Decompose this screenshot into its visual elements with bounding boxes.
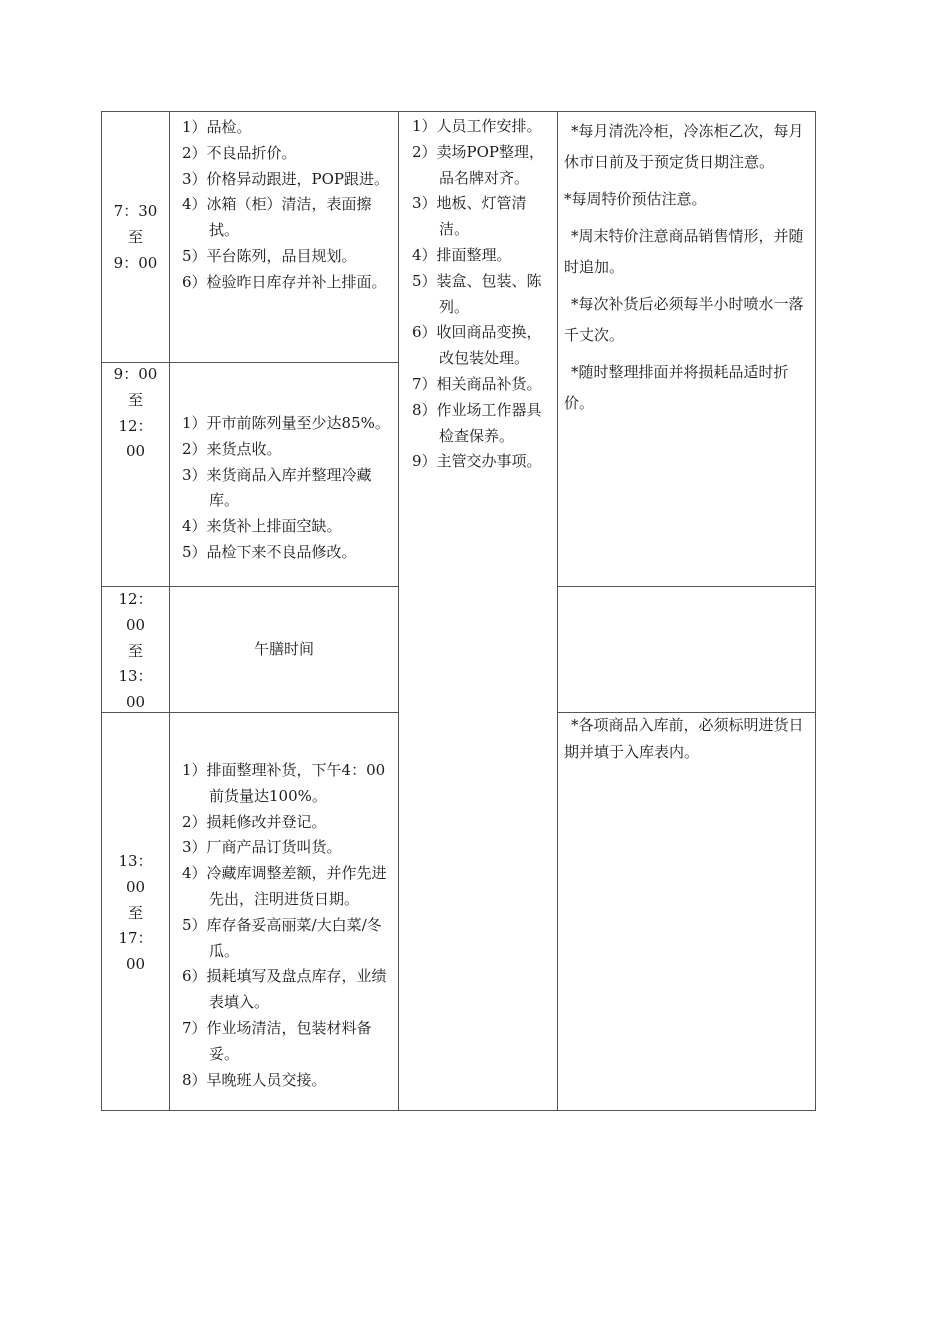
- time-line: 至: [127, 227, 143, 246]
- task-item: 1）排面整理补货，下午4：00前货量达100%。: [182, 761, 386, 805]
- time-line: 00: [125, 955, 146, 974]
- task-item: 2）卖场POP整理，品名牌对齐。: [412, 142, 545, 187]
- task-item: 3）来货商品入库并整理冷藏库。: [182, 465, 372, 510]
- row-divider-2-notes: [557, 586, 816, 587]
- note-item: *周末特价注意商品销售情形，并随时追加。: [564, 227, 804, 276]
- time-slot-3: [102, 587, 169, 716]
- task-item: 4）冷藏库调整差额，并作先进先出，注明进货日期。: [182, 864, 387, 908]
- note-item: *每周特价预估注意。: [564, 190, 707, 208]
- time-slot-1: [102, 199, 169, 276]
- task-item: 3）地板、灯管清洁。: [412, 194, 527, 239]
- task-item: 1）开市前陈列量至少达85%。: [182, 414, 390, 432]
- task-item: 6）收回商品变换，改包装处理。: [412, 323, 542, 368]
- column-divider-1: [169, 111, 170, 1111]
- notes-bottom: [564, 712, 808, 772]
- time-line: 9：00: [113, 253, 158, 272]
- task-item: 2）不良品折价。: [182, 143, 297, 162]
- task-item: 5）库存备妥高丽菜/大白菜/冬瓜。: [182, 915, 382, 960]
- time-line: 13：: [118, 852, 153, 870]
- time-line: 至: [127, 390, 143, 409]
- task-item: 5）平台陈列，品目规划。: [182, 246, 357, 265]
- column-divider-3: [557, 111, 558, 1111]
- time-line: 至: [127, 903, 143, 922]
- table-border-bottom: [101, 1110, 816, 1111]
- task-item: 5）装盒、包装、陈列。: [412, 271, 542, 316]
- task-item: 1）人员工作安排。: [412, 117, 542, 135]
- note-item: *随时整理排面并将损耗品适时折价。: [564, 363, 789, 412]
- task-item: 2）损耗修改并登记。: [182, 812, 327, 831]
- time-line: 00: [125, 442, 146, 461]
- task-item: 7）相关商品补货。: [412, 374, 542, 393]
- task-item: 4）来货补上排面空缺。: [182, 517, 342, 536]
- time-line: 至: [127, 641, 143, 660]
- task-item: 7）作业场清洁，包装材料备妥。: [182, 1018, 372, 1063]
- time-line: 00: [125, 615, 146, 634]
- time-line: 7：30: [113, 202, 158, 220]
- note-item: *各项商品入库前，必须标明进货日期并填于入库表内。: [564, 716, 804, 761]
- task-item: 3）价格异动跟进，POP跟进。: [182, 169, 390, 188]
- time-line: 9：00: [113, 365, 158, 383]
- task-item: 6）检验昨日库存并补上排面。: [182, 272, 387, 291]
- task-item: 3）厂商产品订货叫货。: [182, 838, 342, 857]
- table-border-top: [101, 111, 816, 112]
- task-item: 1）品检。: [182, 118, 252, 136]
- table-border-right: [815, 111, 816, 1111]
- task-list-1: [173, 115, 391, 296]
- task-item: 8）作业场工作器具检查保养。: [412, 400, 542, 445]
- task-item: 6）损耗填写及盘点库存，业绩表填入。: [182, 967, 387, 1012]
- time-line: 13：: [118, 667, 153, 686]
- task-item: 9）主管交办事项。: [412, 452, 542, 471]
- time-line: 00: [125, 693, 146, 712]
- note-item: *每次补货后必须每半小时喷水一落千丈次。: [564, 295, 804, 344]
- shared-task-list: [403, 114, 553, 475]
- task-item: 4）冰箱（柜）清洁，表面擦拭。: [182, 195, 372, 240]
- column-divider-2: [398, 111, 399, 1111]
- notes-top: [564, 116, 808, 425]
- lunch-break-label: 午膳时间: [253, 640, 314, 658]
- task-item: 2）来货点收。: [182, 439, 282, 458]
- task-item: 8）早晚班人员交接。: [182, 1070, 327, 1089]
- task-list-4: [173, 758, 391, 1093]
- note-item: *每月清洗冷柜，冷冻柜乙次，每月休市日前及于预定货日期注意。: [564, 122, 804, 171]
- time-line: 12：: [118, 416, 153, 435]
- task-item: 4）排面整理。: [412, 245, 512, 264]
- task-list-2: [173, 411, 391, 566]
- time-slot-2: [102, 362, 169, 465]
- time-line: 17：: [118, 929, 153, 948]
- time-line: 12：: [118, 590, 153, 608]
- task-item: 5）品检下来不良品修改。: [182, 542, 357, 561]
- time-slot-4: [102, 849, 169, 978]
- time-line: 00: [125, 877, 146, 896]
